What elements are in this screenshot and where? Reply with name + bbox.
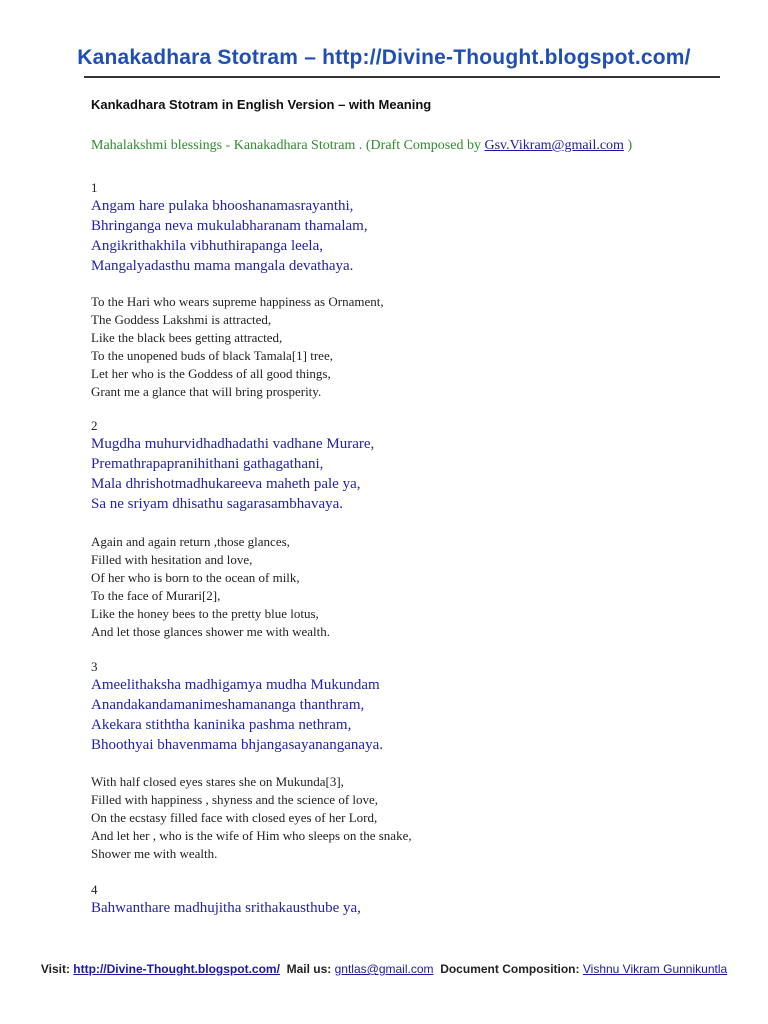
sanskrit-line: Bahwanthare madhujitha srithakausthube ya,: [91, 900, 361, 916]
sanskrit-line: Premathrapapranihithani gathagathani,: [91, 456, 324, 472]
sanskrit-line: Angikrithakhila vibhuthirapanga leela,: [91, 238, 324, 254]
meaning-line: And let her , who is the wife of Him who sleeps on the snake,: [91, 828, 412, 843]
sanskrit-line: Ameelithaksha madhigamya mudha Mukundam: [91, 677, 380, 693]
verse-3: [91, 659, 383, 755]
header-divider: [84, 76, 720, 78]
sanskrit-line: Bhringanga neva mukulabharanam thamalam,: [91, 218, 368, 234]
meaning-line: Of her who is born to the ocean of milk,: [91, 570, 300, 585]
verse-number: 3: [91, 659, 98, 674]
footer-blog-link[interactable]: http://Divine-Thought.blogspot.com/: [73, 962, 280, 976]
verse-2: [91, 418, 374, 514]
sanskrit-line: Mala dhrishotmadhukareeva maheth pale ya,: [91, 476, 361, 492]
verse-sanskrit: [91, 675, 383, 755]
meaning-line: Like the black bees getting attracted,: [91, 330, 283, 345]
footer-email-link[interactable]: gntlas@gmail.com: [334, 962, 434, 976]
verse-sanskrit: [91, 434, 374, 514]
intro-text: Mahalakshmi blessings - Kanakadhara Stotram . (Draft Composed by: [91, 138, 485, 153]
verse-number: 2: [91, 418, 98, 433]
author-email-link[interactable]: Gsv.Vikram@gmail.com: [484, 138, 624, 153]
meaning-line: To the face of Murari[2],: [91, 588, 221, 603]
meaning-line: Filled with hesitation and love,: [91, 552, 253, 567]
meaning-line: Grant me a glance that will bring prosperity.: [91, 384, 322, 399]
footer-composition-label: Document Composition:: [440, 962, 580, 976]
verse-4: [91, 882, 361, 918]
sanskrit-line: Akekara stiththa kaninika pashma nethram,: [91, 717, 352, 733]
footer-author-link[interactable]: Vishnu Vikram Gunnikuntla: [582, 962, 728, 976]
sanskrit-line: Mangalyadasthu mama mangala devathaya.: [91, 258, 354, 274]
sanskrit-line: Bhoothyai bhavenmama bhjangasayananganaya.: [91, 737, 383, 753]
meaning-line: Again and again return ,those glances,: [91, 534, 290, 549]
page-title: Kanakadhara Stotram – http://Divine-Thought.blogspot.com/: [77, 46, 691, 69]
meaning-line: Like the honey bees to the pretty blue lotus,: [91, 606, 319, 621]
intro-close: ): [623, 138, 633, 153]
page-footer: [0, 962, 768, 976]
verse-sanskrit: [91, 196, 368, 276]
footer-mail-label: Mail us:: [286, 962, 332, 976]
sanskrit-line: Sa ne sriyam dhisathu sagarasambhavaya.: [91, 496, 344, 512]
intro-line: [91, 138, 632, 154]
sanskrit-line: Mugdha muhurvidhadhadathi vadhane Murare,: [91, 436, 375, 452]
verse-3-meaning: [91, 773, 412, 863]
meaning-line: Let her who is the Goddess of all good things,: [91, 366, 331, 381]
meaning-line: Filled with happiness , shyness and the science of love,: [91, 792, 379, 807]
verse-1: [91, 180, 368, 276]
sanskrit-line: Anandakandamanimeshamananga thanthram,: [91, 697, 365, 713]
verse-2-meaning: [91, 533, 330, 641]
meaning-line: On the ecstasy filled face with closed eyes of her Lord,: [91, 810, 378, 825]
verse-number: 1: [91, 180, 98, 195]
document-subtitle: Kankadhara Stotram in English Version – with Meaning: [91, 97, 432, 112]
meaning-line: And let those glances shower me with wealth.: [91, 624, 330, 639]
meaning-line: With half closed eyes stares she on Mukunda[3],: [91, 774, 344, 789]
meaning-line: To the unopened buds of black Tamala[1] tree,: [91, 348, 333, 363]
meaning-line: The Goddess Lakshmi is attracted,: [91, 312, 272, 327]
meaning-line: Shower me with wealth.: [91, 846, 218, 861]
verse-sanskrit: [91, 898, 361, 918]
footer-visit-label: Visit:: [40, 962, 70, 976]
verse-number: 4: [91, 882, 98, 897]
verse-1-meaning: [91, 293, 384, 401]
meaning-line: To the Hari who wears supreme happiness as Ornament,: [91, 294, 384, 309]
sanskrit-line: Angam hare pulaka bhooshanamasrayanthi,: [91, 198, 354, 214]
